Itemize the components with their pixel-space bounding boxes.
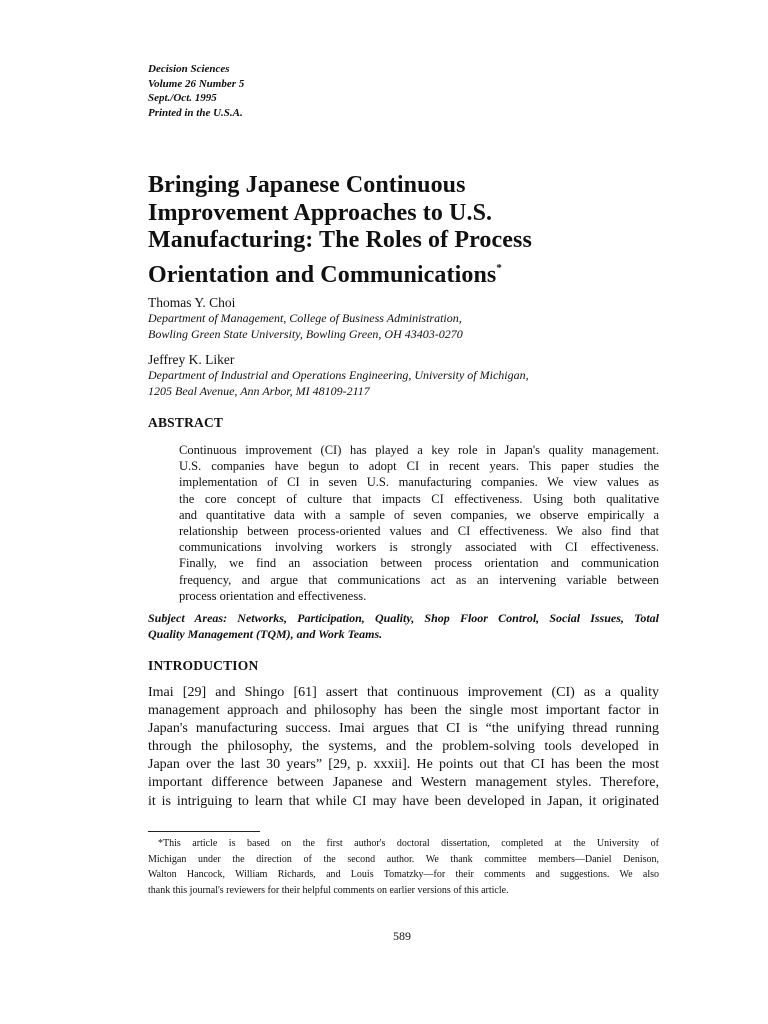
abstract-line: and quantitative data with a sample of seven companies, we observe empirically a (179, 507, 659, 522)
journal-name: Decision Sciences (148, 63, 230, 75)
abstract-line: implementation of CI in seven U.S. manufacturing companies. We view values as (179, 475, 659, 490)
abstract-line: the core concept of culture that impacts CI effectiveness. Using both qualitative (179, 491, 659, 506)
author-affiliation: Department of Management, College of Business Administration, (148, 311, 462, 325)
abstract-line: process orientation and effectiveness. (179, 588, 367, 603)
abstract-line: U.S. companies have begun to adopt CI in recent years. This paper studies the (179, 459, 659, 474)
author-affiliation: Department of Industrial and Operations Engineering, University of Michigan, (148, 368, 529, 382)
author-name: Jeffrey K. Liker (148, 352, 235, 367)
page-number: 589 (393, 929, 411, 943)
abstract-line: Finally, we find an association between process orientation and communication (179, 556, 659, 571)
abstract-line: frequency, and argue that communications act as an intervening variable between (179, 572, 659, 587)
journal-header (148, 62, 244, 120)
abstract-line: Continuous improvement (CI) has played a key role in Japan's quality management. (179, 443, 659, 457)
abstract-heading: ABSTRACT (148, 415, 224, 430)
author-affiliation: 1205 Beal Avenue, Ann Arbor, MI 48109-2117 (148, 383, 370, 398)
introduction-heading: INTRODUCTION (148, 658, 259, 673)
journal-volume: Volume 26 Number 5 (148, 77, 245, 90)
introduction-line: Japan's manufacturing success. Imai argues that CI is “the unifying thread running (148, 721, 659, 737)
footnote-line: Michigan under the direction of the second author. We thank committee members—Daniel Denison, (148, 853, 659, 865)
introduction-line: important difference between Japanese and Western management styles. Therefore, (148, 775, 659, 791)
introduction-line: Japan over the last 30 years” [29, p. xxxii]. He points out that CI has been the most (148, 757, 659, 773)
author-name: Thomas Y. Choi (148, 295, 236, 310)
abstract-body (179, 442, 659, 604)
introduction-line: through the philosophy, the systems, and the problem-solving tools developed in (148, 739, 659, 755)
title-line: Bringing Japanese Continuous (148, 172, 466, 198)
abstract-line: relationship between process-oriented values and CI effectiveness. We also find that (179, 524, 659, 539)
author-affiliation: Bowling Green State University, Bowling Green, OH 43403-0270 (148, 326, 463, 341)
article-title (148, 172, 648, 289)
title-line: Manufacturing: The Roles of Process (148, 227, 532, 253)
introduction-body (148, 684, 659, 811)
abstract-line: communications involving workers is strongly associated with CI effectiveness. (179, 540, 659, 555)
title-line: Improvement Approaches to U.S. (148, 199, 493, 226)
subject-areas-line: Quality Management (TQM), and Work Teams. (148, 627, 383, 641)
journal-printed: Printed in the U.S.A. (148, 106, 243, 119)
subject-areas (148, 610, 659, 642)
footnote-line: Walton Hancock, William Richards, and Louis Tomatzky—for their comments and suggestions. We also (148, 869, 659, 880)
introduction-line: Imai [29] and Shingo [61] assert that continuous improvement (CI) as a quality (148, 685, 659, 700)
title-line (148, 255, 648, 290)
author-block (148, 351, 529, 399)
footnote-line: *This article is based on the first author's doctoral dissertation, completed at the University of (158, 838, 659, 849)
author-block (148, 294, 463, 342)
subject-areas-line: Subject Areas: Networks, Participation, Quality, Shop Floor Control, Social Issues, Total (148, 611, 659, 625)
journal-date: Sept./Oct. 1995 (148, 92, 217, 104)
footnote (148, 836, 659, 898)
title-footnote-marker: * (496, 261, 502, 274)
footnote-line: thank this journal's reviewers for their helpful comments on earlier versions of this article. (148, 884, 509, 896)
title-line-text: Orientation and Communications (148, 261, 497, 288)
introduction-line: it is intriguing to learn that while CI may have been developed in Japan, it originated (148, 793, 659, 809)
footnote-divider (148, 831, 260, 832)
introduction-line: management approach and philosophy has been the single most important factor in (148, 703, 659, 719)
